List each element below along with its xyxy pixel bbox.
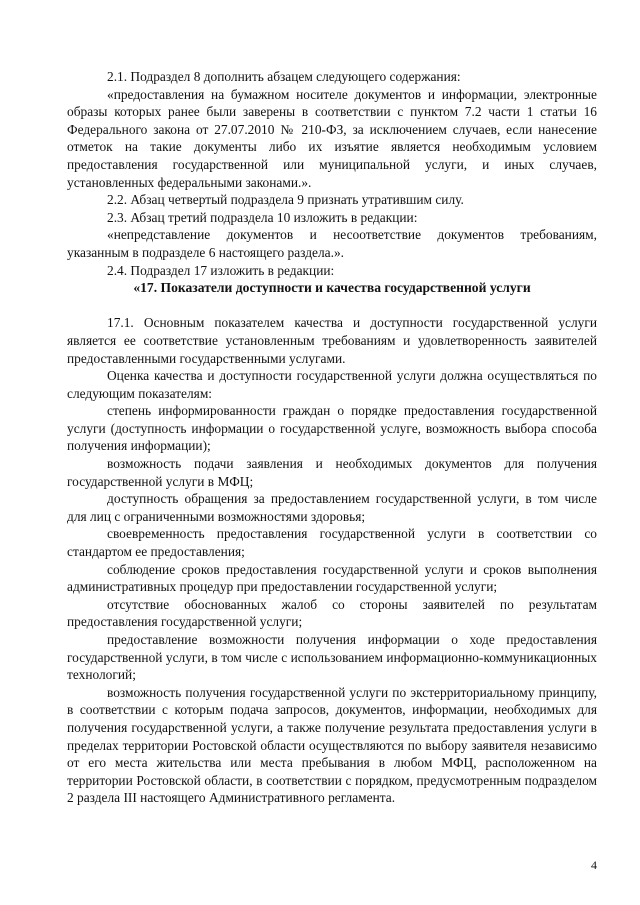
paragraph-indicator-no-complaints: отсутствие обоснованных жалоб со стороны заявителей по результатам предоставления государственной услуги; [67, 596, 597, 630]
paragraph-indicator-extraterritorial: возможность получения государственной услуги по экстерриториальному принципу, в соответствии с которым подача запросов, документов, информации, необходимых для получения государственной услуги, а также получение результата предоставления услуги в пределах территории Ростовской области осуществляются по выбору заявителя независимо от его места жительства или места пребывания в любом МФЦ, расположенном на территории Ростовской области, в соответствии с порядком, предусмотренным подразделом 2 раздела III настоящего Административного регламента. [67, 684, 597, 806]
paragraph-2-1: 2.1. Подраздел 8 дополнить абзацем следующего содержания: [107, 69, 461, 84]
page-number: 4 [591, 858, 597, 872]
document-body [67, 68, 597, 807]
paragraph-indicator-deadlines: соблюдение сроков предоставления государственной услуги и сроков выполнения административных процедур при предоставлении государственной услуги; [67, 561, 597, 595]
paragraph-2-2: 2.2. Абзац четвертый подраздела 9 признать утратившим силу. [107, 192, 464, 208]
paragraph-indicators-intro: Оценка качества и доступности государственной услуги должна осуществляться по следующим показателям: [67, 368, 597, 401]
paragraph-2-4: 2.4. Подраздел 17 изложить в редакции: [107, 262, 335, 278]
paragraph-2-1-quote: «предоставления на бумажном носителе документов и информации, электронные образы которых ранее были заверены в соответствии с пунктом 7.2 части 1 статьи 16 Федерального закона от 27.07.2010 № 210-ФЗ, за исключением случаев, если нанесение отметок на такие документы либо их изъятие является необходимым условием предоставления государственной или муниципальной услуги, и иных случаев, установленных федеральными законами.». [67, 86, 597, 190]
section-heading: «17. Показатели доступности и качества государственной услуги [133, 280, 531, 296]
paragraph-indicator-timeliness: своевременность предоставления государственной услуги в соответствии со стандартом ее предоставления; [67, 526, 597, 560]
paragraph-indicator-accessibility: доступность обращения за предоставлением государственной услуги, в том числе для лиц с ограниченными возможностями здоровья; [67, 491, 597, 524]
paragraph-indicator-mfc-submission: возможность подачи заявления и необходимых документов для получения государственной услуги в МФЦ; [67, 456, 597, 489]
paragraph-17-1: 17.1. Основным показателем качества и доступности государственной услуги является ее соответствие установленным требованиям и удовлетворенность заявителей предоставленными государственными услугами. [67, 315, 597, 366]
paragraph-indicator-informedness: степень информированности граждан о порядке предоставления государственной услуги (доступность информации о государственной услуге, возможность выбора способа получения информации); [67, 403, 597, 454]
paragraph-indicator-progress-info: предоставление возможности получения информации о ходе предоставления государственной услуги, в том числе с использованием информационно-коммуникационных технологий; [67, 632, 597, 683]
paragraph-2-3-quote: «непредставление документов и несоответствие документов требованиям, указанным в подразделе 6 настоящего раздела.». [67, 227, 597, 260]
paragraph-2-3: 2.3. Абзац третий подраздела 10 изложить в редакции: [107, 209, 418, 225]
